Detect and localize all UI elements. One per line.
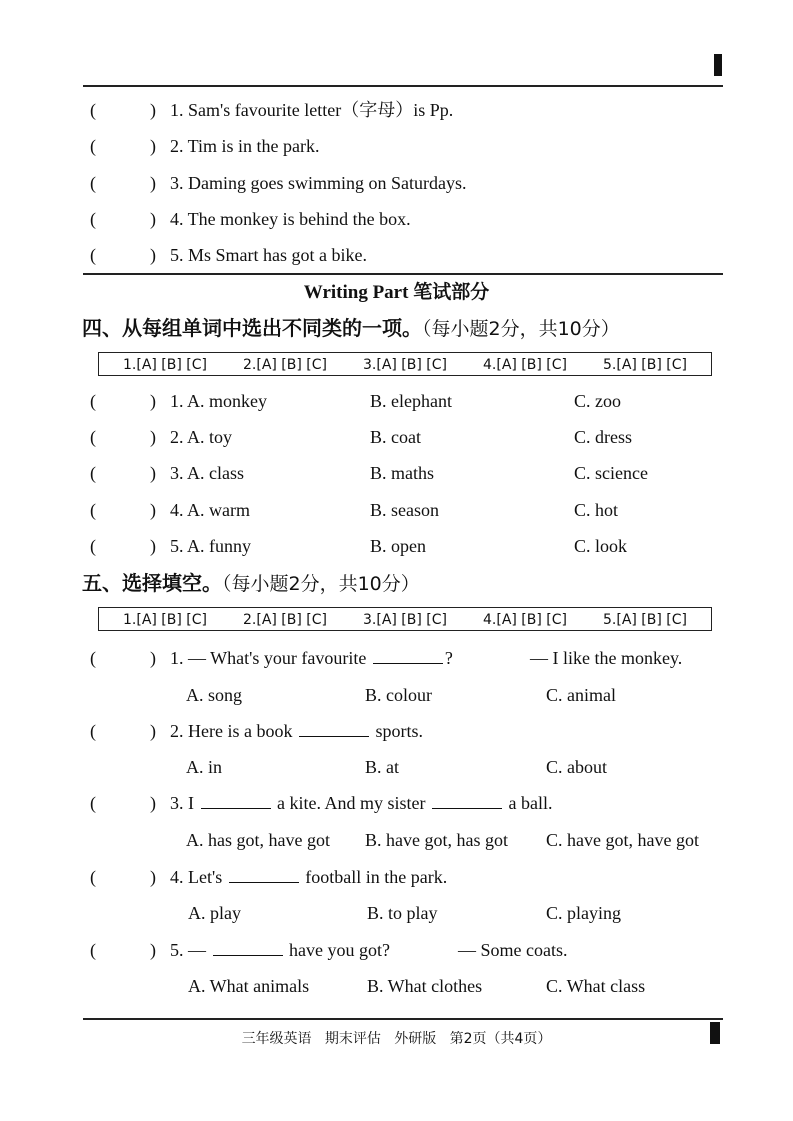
answer-choice: 4.[A] [B] [C] xyxy=(483,357,567,373)
reply-text: — I like the monkey. xyxy=(530,648,683,668)
question-text: 4. The monkey is behind the box. xyxy=(170,209,411,229)
answer-choice: 1.[A] [B] [C] xyxy=(123,612,207,628)
answer-choice: 2.[A] [B] [C] xyxy=(243,612,327,628)
section5-title: 五、选择填空。（每小题2分，共10分） xyxy=(82,571,420,595)
option-a: 2. A. toy xyxy=(170,427,233,447)
section4-answer-box xyxy=(98,352,712,376)
section4-title: 四、从每组单词中选出不同类的一项。（每小题2分，共10分） xyxy=(82,316,620,340)
footer-divider xyxy=(83,1018,723,1020)
option-b: B. coat xyxy=(370,427,421,447)
option-c: C. have got, have got xyxy=(546,830,699,850)
page-footer: 三年级英语 期末评估 外研版 第2页（共4页） xyxy=(241,1031,552,1047)
top-divider xyxy=(83,85,723,87)
option-c: C. playing xyxy=(546,903,621,923)
option-a: A. play xyxy=(188,903,241,923)
option-a: A. song xyxy=(186,685,243,705)
option-b: B. maths xyxy=(370,463,435,483)
option-a: A. in xyxy=(186,757,222,777)
option-b: B. What clothes xyxy=(367,976,483,996)
option-c: C. animal xyxy=(546,685,616,705)
option-c: C. hot xyxy=(574,500,619,520)
option-b: B. elephant xyxy=(370,391,452,411)
question-text: 2. Tim is in the park. xyxy=(170,136,320,156)
option-c: C. science xyxy=(574,463,648,483)
answer-choice: 5.[A] [B] [C] xyxy=(603,357,687,373)
answer-blank xyxy=(373,645,443,664)
option-b: B. to play xyxy=(367,903,438,923)
answer-choice: 5.[A] [B] [C] xyxy=(603,612,687,628)
option-a: 3. A. class xyxy=(170,463,244,483)
answer-choice: 3.[A] [B] [C] xyxy=(363,357,447,373)
option-a: 5. A. funny xyxy=(170,536,251,556)
option-c: C. zoo xyxy=(574,391,621,411)
answer-blank xyxy=(201,790,271,809)
answer-blank xyxy=(299,718,369,737)
option-c: C. What class xyxy=(546,976,646,996)
reply-text: — Some coats. xyxy=(458,940,568,960)
question-text: 3. Daming goes swimming on Saturdays. xyxy=(170,173,467,193)
option-c: C. dress xyxy=(574,427,632,447)
answer-choice: 1.[A] [B] [C] xyxy=(123,357,207,373)
answer-choice: 2.[A] [B] [C] xyxy=(243,357,327,373)
corner-mark-top xyxy=(714,54,722,76)
question-stem: 1. — What's your favourite ? xyxy=(170,645,453,671)
option-a: 1. A. monkey xyxy=(170,391,267,411)
question-text: 1. Sam's favourite letter（字母）is Pp. xyxy=(170,100,454,120)
section5-answer-box xyxy=(98,607,712,631)
answer-choice: 4.[A] [B] [C] xyxy=(483,612,567,628)
answer-blank xyxy=(229,864,299,883)
option-b: B. colour xyxy=(365,685,432,705)
option-b: B. open xyxy=(370,536,426,556)
question-stem: 4. Let's football in the park. xyxy=(170,864,447,890)
question-stem: 2. Here is a book sports. xyxy=(170,718,423,744)
option-b: B. at xyxy=(365,757,399,777)
option-c: C. about xyxy=(546,757,607,777)
question-stem: 5. — have you got? xyxy=(170,937,390,963)
answer-choice: 3.[A] [B] [C] xyxy=(363,612,447,628)
option-a: A. What animals xyxy=(188,976,310,996)
section-divider xyxy=(83,273,723,275)
writing-part-title: Writing Part 笔试部分 xyxy=(303,282,490,303)
option-b: B. season xyxy=(370,500,439,520)
option-a: 4. A. warm xyxy=(170,500,250,520)
option-c: C. look xyxy=(574,536,628,556)
option-b: B. have got, has got xyxy=(365,830,508,850)
option-a: A. has got, have got xyxy=(186,830,330,850)
question-stem: 3. I a kite. And my sister a ball. xyxy=(170,790,552,816)
answer-blank xyxy=(432,790,502,809)
answer-blank xyxy=(213,937,283,956)
question-text: 5. Ms Smart has got a bike. xyxy=(170,245,367,265)
